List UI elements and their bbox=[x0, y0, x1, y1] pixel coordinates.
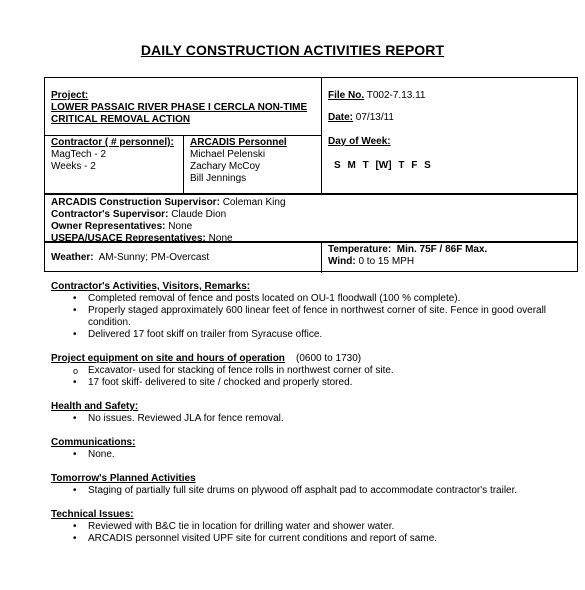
usepa-value: None bbox=[208, 233, 233, 244]
day-thursday: T bbox=[398, 160, 405, 171]
contractor-supervisor-row bbox=[51, 209, 577, 221]
contractor-line: MagTech - 2 bbox=[51, 149, 107, 160]
list-item: • ARCADIS personnel visited UPF site for current conditions and report of same. bbox=[51, 533, 571, 545]
equipment-heading-row bbox=[51, 353, 571, 365]
day-monday: M bbox=[347, 160, 356, 171]
list-item: o Excavator- used for stacking of fence rolls in northwest corner of site. bbox=[51, 365, 571, 377]
report-title: DAILY CONSTRUCTION ACTIVITIES REPORT bbox=[140, 42, 445, 58]
list-item: • Completed removal of fence and posts located on OU-1 floodwall (100 % complete). bbox=[51, 293, 571, 305]
date-value: 07/13/11 bbox=[355, 112, 394, 123]
supervisor-value: Coleman King bbox=[222, 197, 286, 208]
day-saturday: S bbox=[424, 160, 431, 171]
day-sunday: S bbox=[334, 160, 341, 171]
file-no-label: File No. bbox=[328, 90, 365, 101]
project-block bbox=[51, 90, 321, 126]
list-item: • No issues. Reviewed JLA for fence removal. bbox=[51, 413, 571, 425]
wind-label: Wind: bbox=[328, 256, 356, 267]
contractor-supervisor-value: Claude Dion bbox=[171, 209, 227, 220]
supervisor-label: ARCADIS Construction Supervisor: bbox=[51, 197, 220, 208]
weather-row bbox=[45, 243, 321, 264]
project-label: Project: bbox=[51, 90, 89, 101]
representatives-block bbox=[45, 193, 577, 243]
equipment-section bbox=[51, 353, 571, 389]
owner-value: None bbox=[168, 221, 193, 232]
temperature-label: Temperature: bbox=[328, 244, 392, 255]
communications-section bbox=[51, 437, 571, 461]
day-tuesday: T bbox=[362, 160, 369, 171]
health-heading: Health and Safety: bbox=[51, 401, 139, 412]
technical-heading: Technical Issues: bbox=[51, 509, 134, 520]
contractor-line: Weeks - 2 bbox=[51, 161, 96, 172]
list-item: • Reviewed with B&C tie in location for drilling water and shower water. bbox=[51, 521, 571, 533]
technical-section bbox=[51, 509, 571, 545]
date-label: Date: bbox=[328, 112, 354, 123]
equipment-heading: Project equipment on site and hours of operation bbox=[51, 353, 285, 364]
list-item: • Staging of partially full site drums on plywood off asphalt pad to accommodate contractor's trailer. bbox=[51, 485, 576, 497]
weather-value: AM-Sunny; PM-Overcast bbox=[98, 252, 210, 263]
project-name-line: LOWER PASSAIC RIVER PHASE I CERCLA NON-TIME bbox=[51, 102, 308, 113]
arcadis-personnel-line: Bill Jennings bbox=[190, 173, 247, 184]
file-no-value: T002-7.13.11 bbox=[366, 90, 426, 101]
health-section bbox=[51, 401, 571, 425]
weather-block bbox=[45, 241, 321, 273]
arcadis-personnel-line: Michael Pelenski bbox=[190, 149, 266, 160]
activities-heading: Contractor's Activities, Visitors, Remarks: bbox=[51, 281, 251, 292]
equipment-hours: (0600 to 1730) bbox=[296, 353, 362, 364]
day-wednesday-selected: [W] bbox=[375, 160, 392, 171]
temperature-value: Min. 75F / 86F Max. bbox=[396, 244, 488, 255]
activities-section bbox=[51, 281, 571, 341]
file-no-row bbox=[328, 90, 425, 102]
contractor-block bbox=[45, 135, 183, 194]
usepa-label: USEPA/USACE Representatives: bbox=[51, 233, 206, 244]
date-row bbox=[328, 112, 394, 124]
arcadis-personnel-line: Zachary McCoy bbox=[190, 161, 261, 172]
list-item: • None. bbox=[51, 449, 571, 461]
day-of-week-row bbox=[334, 160, 431, 172]
supervisor-row bbox=[51, 197, 577, 209]
planned-heading: Tomorrow's Planned Activities bbox=[51, 473, 196, 484]
communications-heading: Communications: bbox=[51, 437, 136, 448]
day-of-week-label: Day of Week: bbox=[328, 136, 391, 147]
temperature-block bbox=[321, 241, 578, 273]
list-item: • 17 foot skiff- delivered to site / chocked and properly stored. bbox=[51, 377, 571, 389]
list-item: • Properly staged approximately 600 linear feet of fence in northwest corner of site. Fence in good overall condition. bbox=[51, 305, 571, 329]
wind-value: 0 to 15 MPH bbox=[358, 256, 415, 267]
report-header-grid bbox=[44, 77, 578, 272]
contractor-supervisor-label: Contractor's Supervisor: bbox=[51, 209, 169, 220]
arcadis-personnel-block bbox=[183, 135, 322, 194]
planned-section bbox=[51, 473, 576, 497]
day-friday: F bbox=[411, 160, 418, 171]
wind-row bbox=[328, 256, 578, 268]
file-info-column bbox=[321, 78, 578, 193]
weather-label: Weather: bbox=[51, 252, 94, 263]
arcadis-personnel-label: ARCADIS Personnel bbox=[190, 137, 287, 148]
project-name-line: CRITICAL REMOVAL ACTION bbox=[51, 114, 191, 125]
owner-row bbox=[51, 221, 577, 233]
list-item: • Delivered 17 foot skiff on trailer from Syracuse office. bbox=[51, 329, 571, 341]
contractor-label: Contractor ( # personnel): bbox=[51, 137, 174, 148]
temperature-row bbox=[328, 244, 578, 256]
owner-label: Owner Representatives: bbox=[51, 221, 166, 232]
